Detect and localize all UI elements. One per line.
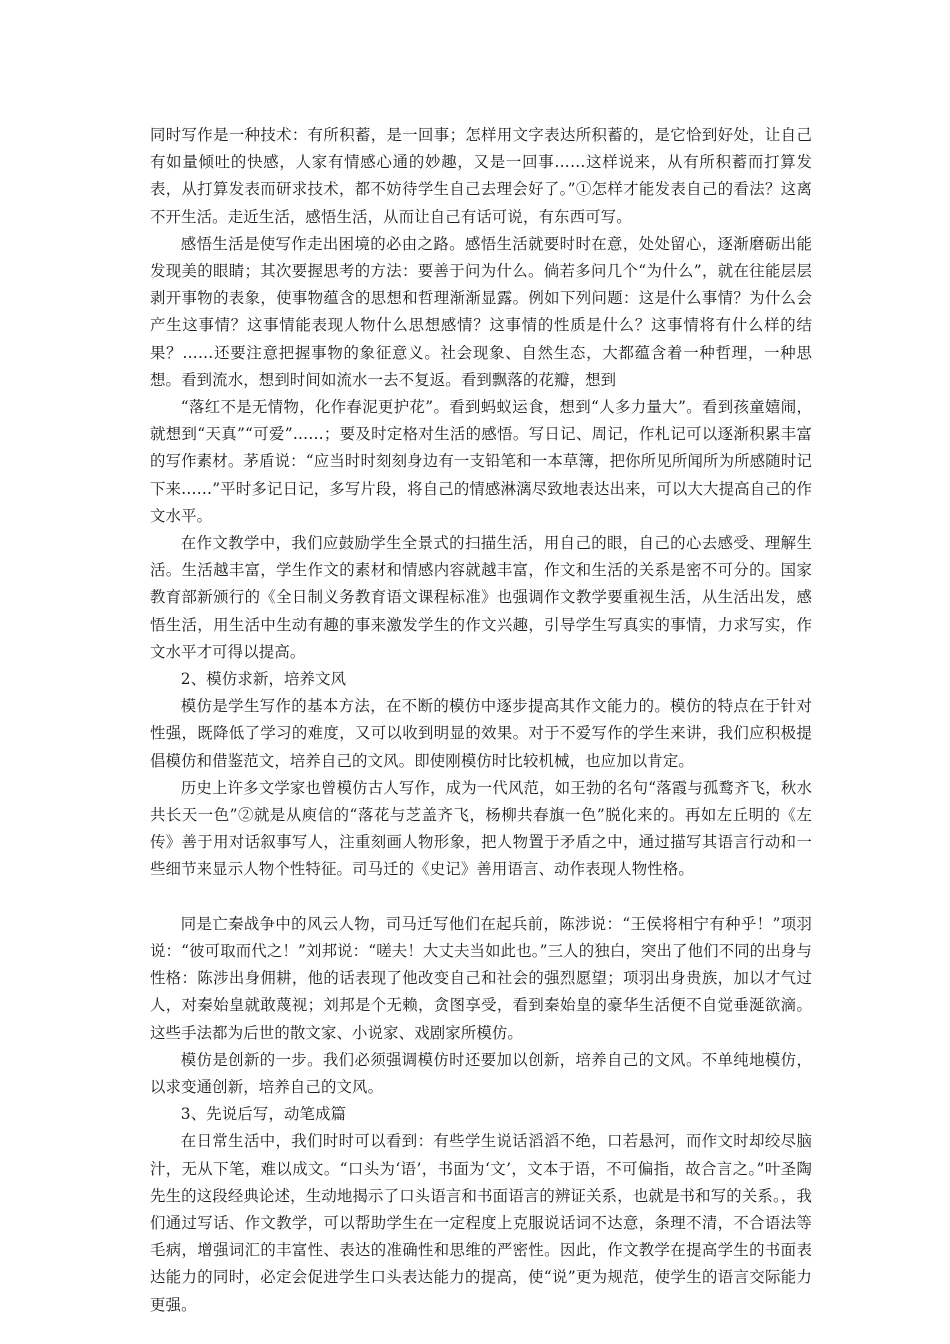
blank-line [150,884,812,911]
section-heading: 2、模仿求新，培养文风 [180,670,347,689]
paragraph: 感悟生活是使写作走出困境的必由之路。感悟生活就要时时在意，处处留心，逐渐磨砺出能发现美的眼睛；其次要握思考的方法：要善于问为什么。倘若多问几个“为什么”，就在往能层层剥开事物的表象，使事物蕴含的思想和哲理渐渐显露。例如下列问题：这是什么事情？为什么会产生这事情？这事情能表现人物什么思想感情？这事情的性质是什么？这事情将有什么样的结果？……还要注意把握事物的象征意义。社会现象、自然生态，大都蕴含着一种哲理，一种思想。看到流水，想到时间如流水一去不复返。看到飘落的花瓣，想到 [150,234,812,389]
paragraph: 在日常生活中，我们时时可以看到：有些学生说话滔滔不绝，口若悬河，而作文时却绞尽脑汁，无从下笔，难以成文。“口头为‘语’，书面为‘文’，文本于语，不可偏指，故合言之。”叶圣陶先生的这段经典论述，生动地揭示了口头语言和书面语言的辨证关系，也就是书和写的关系。，我们通过写话、作文教学，可以帮助学生在一定程度上克服说话词不达意，条理不清，不合语法等毛病，增强词汇的丰富性、表达的准确性和思维的严密性。因此，作文教学在提高学生的书面表达能力的同时，必定会促进学生口头表达能力的提高，使“说”更为规范，使学生的语言交际能力更强。 [150,1132,812,1314]
paragraph: “落红不是无情物，化作春泥更护花”。看到蚂蚁运食，想到“人多力量大”。看到孩童嬉闹，就想到“天真”“可爱”……；要及时定格对生活的感悟。写日记、周记，作札记可以逐渐积累丰富的写作素材。茅盾说：“应当时时刻刻身边有一支铅笔和一本草簿，把你所见所闻所为所感随时记下来……”平时多记日记，多写片段，将自己的情感淋漓尽致地表达出来，可以大大提高自己的作文水平。 [150,398,812,525]
paragraph: 历史上许多文学家也曾模仿古人写作，成为一代风范，如王勃的名句“落霞与孤鹜齐飞，秋水共长天一色”②就是从庾信的“落花与芝盖齐飞，杨柳共春旗一色”脱化来的。再如左丘明的《左传》善于用对话叙事写人，注重刻画人物形象，把人物置于矛盾之中，通过描写其语言行动和一些细节来显示人物个性特征。司马迁的《史记》善用语言、动作表现人物性格。 [150,778,812,879]
section-heading: 3、先说后写，动笔成篇 [180,1105,347,1124]
paragraph: 在作文教学中，我们应鼓励学生全景式的扫描生活，用自己的眼，自己的心去感受、理解生活。生活越丰富，学生作文的素材和情感内容就越丰富，作文和生活的关系是密不可分的。国家教育部新颁行的《全日制义务教育语文课程标准》也强调作文教学要重视生活，从生活出发，感悟生活，用生活中生动有趣的事来激发学生的作文兴趣，引导学生写真实的事情，力求写实，作文水平才可得以提高。 [150,534,812,661]
paragraph: 同是亡秦战争中的风云人物，司马迁写他们在起兵前，陈涉说：“王侯将相宁有种乎！”项羽说：“彼可取而代之！”刘邦说：“嗟夫！大丈夫当如此也。”三人的独白，突出了他们不同的出身与性格：陈涉出身佣耕，他的话表现了他改变自己和社会的强烈愿望；项羽出身贵族，加以才气过人，对秦始皇就敢蔑视；刘邦是个无赖，贪图享受，看到秦始皇的豪华生活便不自觉垂涎欲滴。这些手法都为后世的散文家、小说家、戏剧家所模仿。 [150,914,812,1042]
document-body [150,122,812,1319]
paragraph: 模仿是创新的一步。我们必须强调模仿时还要加以创新，培养自己的文风。不单纯地模仿，以求变通创新，培养自己的文风。 [150,1050,812,1096]
paragraph: 模仿是学生写作的基本方法，在不断的模仿中逐步提高其作文能力的。模仿的特点在于针对性强，既降低了学习的难度，又可以收到明显的效果。对于不爱写作的学生来讲，我们应积极提倡模仿和借鉴范文，培养自己的文风。即使刚模仿时比较机械，也应加以肯定。 [150,697,812,770]
paragraph: 同时写作是一种技术：有所积蓄，是一回事；怎样用文字表达所积蓄的，是它恰到好处，让自己有如量倾吐的快感，人家有情感心通的妙趣，又是一回事……这样说来，从有所积蓄而打算发表，从打算发表而研求技术，都不妨待学生自己去理会好了。”①怎样才能发表自己的看法？这离不开生活。走近生活，感悟生活，从而让自己有话可说，有东西可写。 [150,126,812,226]
